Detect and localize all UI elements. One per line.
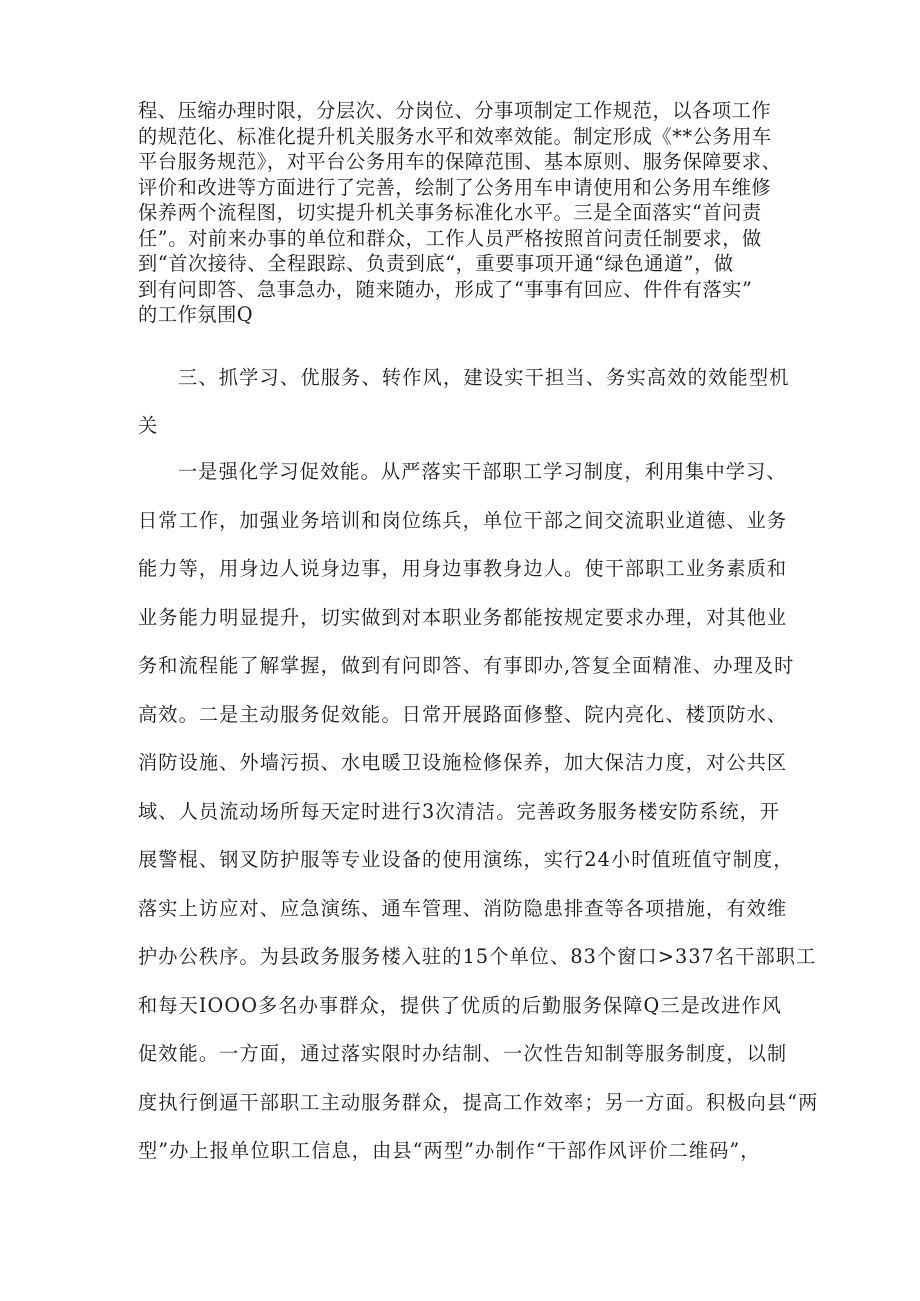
- paragraph-line: 和每天IOOO多名办事群众，提供了优质的后勤服务保障Q三是改进作风: [138, 993, 783, 1017]
- paragraph-line: 任”。对前来办事的单位和群众，工作人员严格按照首问责任制要求，做: [138, 226, 762, 250]
- paragraph-line: 能力等，用身边人说身边事，用身边事教身边人。使干部职工业务素质和: [138, 557, 788, 580]
- paragraph-line: 度执行倒逼干部职工主动服务群众，提高工作效率；另一方面。积极向县“两: [138, 1090, 819, 1114]
- paragraph-line: 展警棍、钢叉防护服等专业设备的使用演练，实行24小时值班值守制度，: [138, 848, 794, 871]
- heading-line: 三、抓学习、优服务、转作风，建设实干担当、务实高效的效能型机: [178, 366, 790, 389]
- paragraph-line: 业务能力明显提升，切实做到对本职业务都能按规定要求办理，对其他业: [138, 605, 788, 629]
- paragraph-line: 型”办上报单位职工信息，由县“两型”办制作“干部作风评价二维码”，: [138, 1139, 761, 1162]
- paragraph-line: 到“首次接待、全程跟踪、负责到底“，重要事项开通“绿色通道”，做: [138, 252, 734, 275]
- paragraph-line: 程、压缩办理时限，分层次、分岗位、分事项制定工作规范，以各项工作: [138, 99, 772, 122]
- paragraph-line: 护办公秩序。为县政务服务楼入驻的15个单位、83个窗口>337名干部职工: [138, 945, 817, 968]
- paragraph-line: 到有问即答、急事急办，随来随办，形成了“事事有回应、件件有落实”: [138, 277, 753, 301]
- body-paragraph: [138, 448, 819, 1176]
- paragraph-line: 的工作氛围Q: [138, 303, 254, 326]
- paragraph-line: 消防设施、外墙污损、水电暖卫设施检修保养，加大保洁力度，对公共区: [138, 751, 788, 774]
- paragraph-line: 落实上访应对、应急演练、通车管理、消防隐患排查等各项措施，有效维: [138, 896, 788, 920]
- paragraph-line: 平台服务规范》，对平台公务用车的保障范围、基本原则、服务保障要求、: [138, 150, 782, 173]
- paragraph-line: 评价和改进等方面进行了完善，绘制了公务用车申请使用和公务用车维修: [138, 175, 772, 199]
- paragraph-line: 一是强化学习促效能。从严落实干部职工学习制度，利用集中学习、: [178, 460, 787, 483]
- heading-line: 关: [138, 414, 159, 437]
- section-heading: [138, 354, 798, 450]
- paragraph-line: 高效。二是主动服务促效能。日常开展路面修整、院内亮化、楼顶防水、: [138, 702, 788, 726]
- paragraph-line: 的规范化、标准化提升机关服务水平和效率效能。制定形成《**公务用车: [138, 124, 772, 148]
- paragraph-line: 促效能。一方面，通过落实限时办结制、一次性告知制等服务制度，以制: [138, 1042, 788, 1065]
- top-paragraph: [138, 98, 798, 328]
- paragraph-line: 日常工作，加强业务培训和岗位练兵，单位干部之间交流职业道德、业务: [138, 508, 788, 532]
- paragraph-line: 保养两个流程图，切实提升机关事务标准化水平。三是全面落实“首问责: [138, 201, 762, 224]
- paragraph-line: 域、人员流动场所每天定时进行3次清洁。完善政务服务楼安防系统，开: [138, 799, 781, 823]
- paragraph-line: 务和流程能了解掌握，做到有问即答、有事即办,答复全面精准、办理及时: [138, 654, 795, 677]
